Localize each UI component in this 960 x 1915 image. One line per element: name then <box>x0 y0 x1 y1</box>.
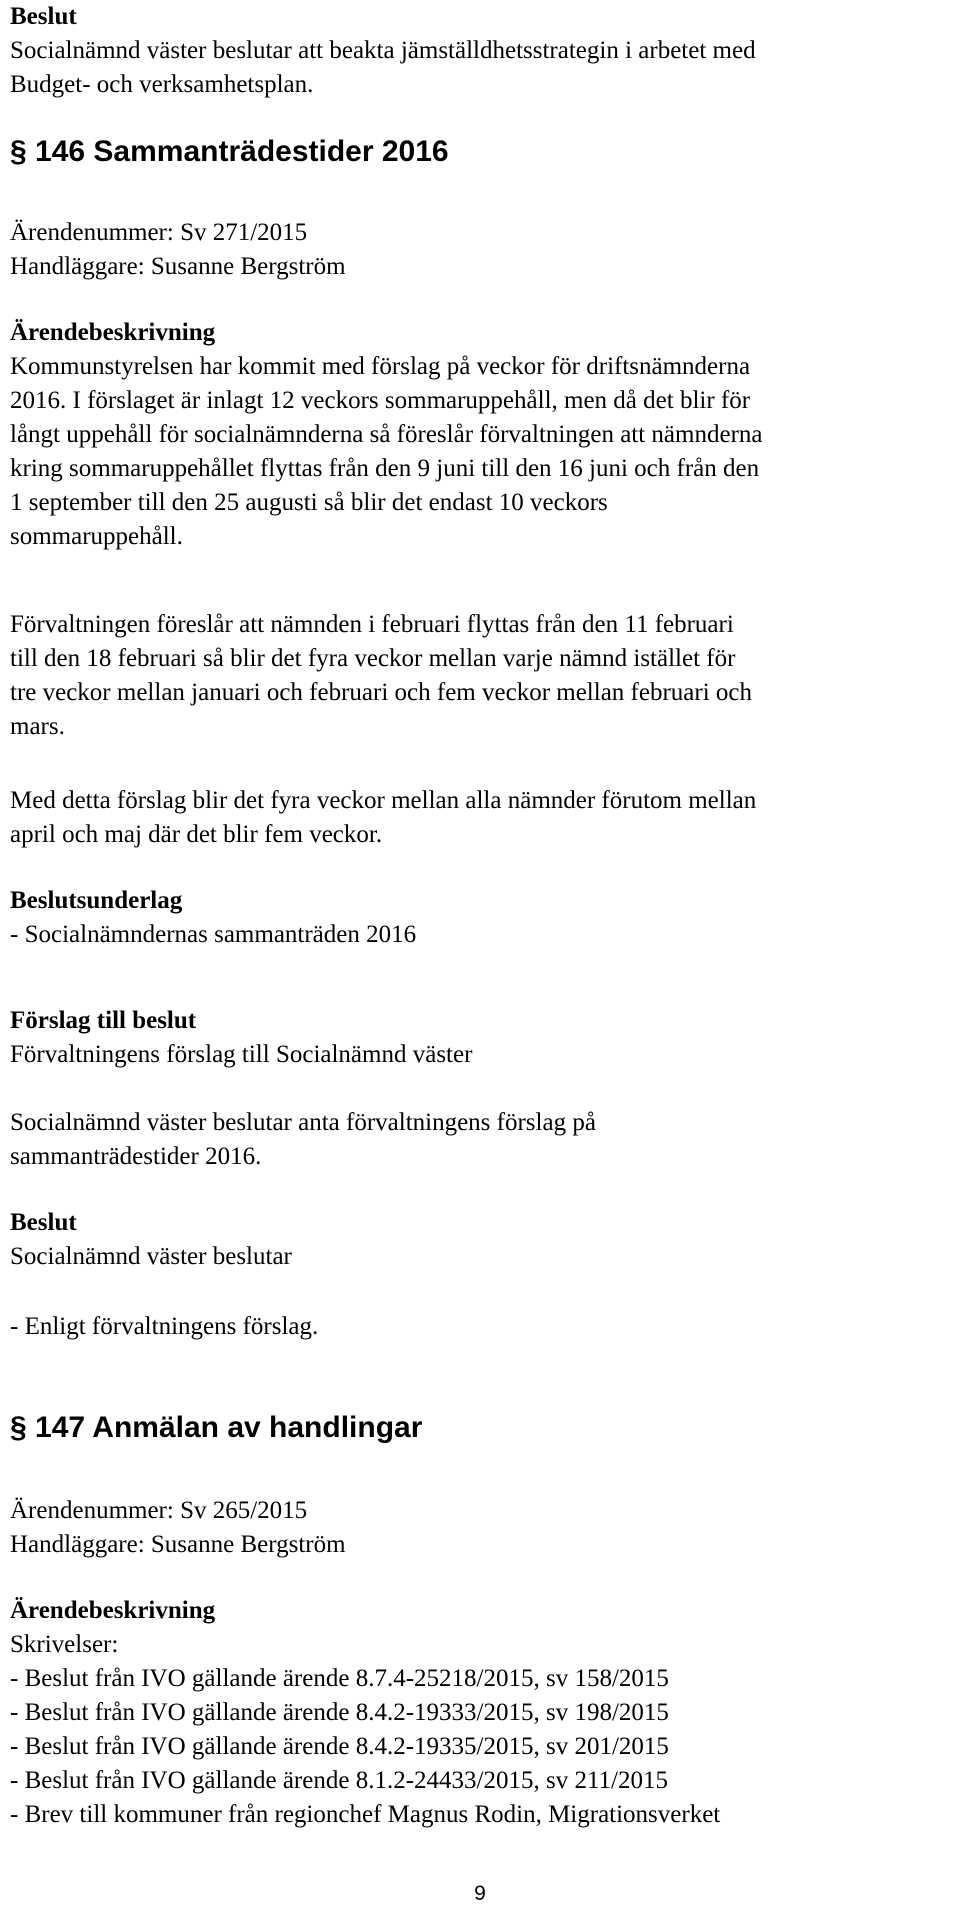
beslutsunderlag-block <box>10 884 416 952</box>
section-146-meta <box>10 216 346 284</box>
arendebeskrivning-heading: Ärendebeskrivning <box>10 1597 216 1624</box>
skrivelser-label: Skrivelser: <box>10 1631 119 1658</box>
forslag-text-block <box>10 1106 596 1174</box>
paragraph-line: kring sommaruppehållet flyttas från den 9 juni till den 16 juni och från den <box>10 455 760 482</box>
section-title: 146 Sammanträdestider 2016 <box>35 135 449 168</box>
paragraph-line: april och maj där det blir fem veckor. <box>10 821 383 848</box>
section-mark: § <box>10 1411 27 1444</box>
section-147-heading <box>10 1408 422 1448</box>
beslut-item: - Enligt förvaltningens förslag. <box>10 1313 319 1340</box>
beslut-heading: Beslut <box>10 3 77 30</box>
handlaggare: Handläggare: Susanne Bergström <box>10 253 346 280</box>
forslag-text-line: Socialnämnd väster beslutar anta förvaltningens förslag på <box>10 1109 596 1136</box>
beslutsunderlag-item: - Socialnämndernas sammanträden 2016 <box>10 921 417 948</box>
forslag-text-line: sammanträdestider 2016. <box>10 1143 262 1170</box>
section-mark: § <box>10 135 27 168</box>
section-147-meta <box>10 1494 346 1562</box>
page-number: 9 <box>474 1882 486 1905</box>
paragraph-line: till den 18 februari så blir det fyra veckor mellan varje nämnd istället för <box>10 645 736 672</box>
arendenummer: Ärendenummer: Sv 265/2015 <box>10 1497 308 1524</box>
paragraph-line: långt uppehåll för socialnämnderna så föreslår förvaltningen att nämnderna <box>10 421 763 448</box>
forslag-line: Förvaltningens förslag till Socialnämnd väster <box>10 1041 473 1068</box>
beslut-text-line: Socialnämnd väster beslutar att beakta jämställdhetsstrategin i arbetet med <box>10 37 756 64</box>
paragraph-line: mars. <box>10 713 65 740</box>
arendebeskrivning-heading: Ärendebeskrivning <box>10 319 216 346</box>
beslut-text-line: Budget- och verksamhetsplan. <box>10 71 314 98</box>
list-item: - Brev till kommuner från regionchef Magnus Rodin, Migrationsverket <box>10 1801 721 1828</box>
paragraph-line: sommaruppehåll. <box>10 523 183 550</box>
paragraph-line: Kommunstyrelsen har kommit med förslag på veckor för driftsnämnderna <box>10 353 751 380</box>
list-item: - Beslut från IVO gällande ärende 8.4.2-19333/2015, sv 198/2015 <box>10 1699 669 1726</box>
beslutsunderlag-heading: Beslutsunderlag <box>10 887 183 914</box>
section-146-heading <box>10 132 449 172</box>
forslag-heading: Förslag till beslut <box>10 1007 197 1034</box>
beslut-line: Socialnämnd väster beslutar <box>10 1243 292 1270</box>
section-147-description <box>10 1594 720 1832</box>
paragraph-line: 2016. I förslaget är inlagt 12 veckors sommaruppehåll, men då det blir för <box>10 387 751 414</box>
section-146-description <box>10 316 763 554</box>
section-146-beslut-block <box>10 1206 292 1274</box>
intro-beslut-block <box>10 0 756 102</box>
forslag-block <box>10 1004 472 1072</box>
section-title: 147 Anmälan av handlingar <box>35 1411 423 1444</box>
beslut-heading: Beslut <box>10 1209 77 1236</box>
section-146-paragraph-2 <box>10 608 752 744</box>
arendenummer: Ärendenummer: Sv 271/2015 <box>10 219 308 246</box>
list-item: - Beslut från IVO gällande ärende 8.4.2-19335/2015, sv 201/2015 <box>10 1733 669 1760</box>
paragraph-line: 1 september till den 25 augusti så blir det endast 10 veckors <box>10 489 608 516</box>
paragraph-line: Förvaltningen föreslår att nämnden i februari flyttas från den 11 februari <box>10 611 734 638</box>
section-146-paragraph-3 <box>10 784 756 852</box>
section-146-beslut-item <box>10 1310 318 1344</box>
handlaggare: Handläggare: Susanne Bergström <box>10 1531 346 1558</box>
paragraph-line: tre veckor mellan januari och februari och fem veckor mellan februari och <box>10 679 753 706</box>
list-item: - Beslut från IVO gällande ärende 8.7.4-25218/2015, sv 158/2015 <box>10 1665 669 1692</box>
list-item: - Beslut från IVO gällande ärende 8.1.2-24433/2015, sv 211/2015 <box>10 1767 668 1794</box>
paragraph-line: Med detta förslag blir det fyra veckor mellan alla nämnder förutom mellan <box>10 787 757 814</box>
